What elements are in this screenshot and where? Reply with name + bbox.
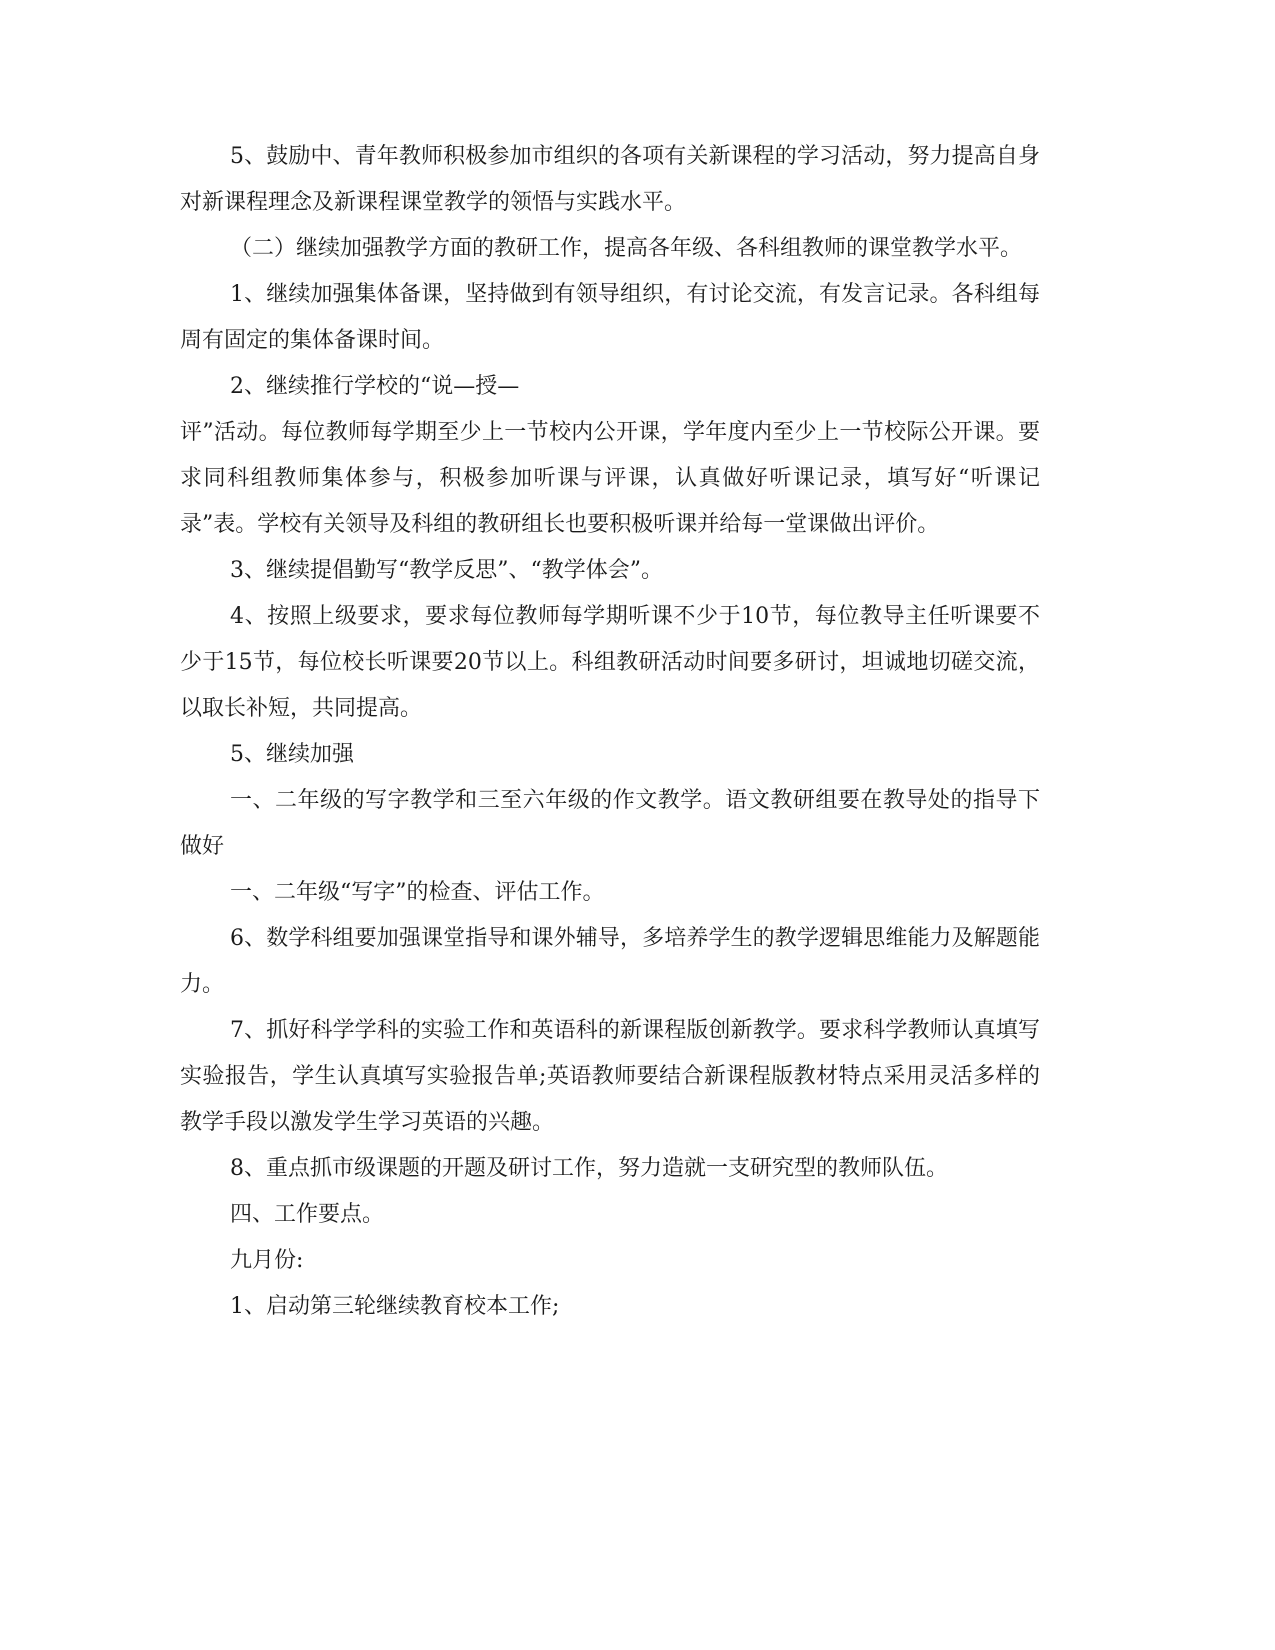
paragraph: 一、二年级的写字教学和三至六年级的作文教学。语文教研组要在教导处的指导下做好 [180, 788, 1040, 859]
paragraph: 2、继续推行学校的“说—授— [230, 374, 520, 399]
paragraph: 5、鼓励中、青年教师积极参加市组织的各项有关新课程的学习活动，努力提高自身对新课程理念及新课程课堂教学的领悟与实践水平。 [180, 144, 1040, 215]
paragraph: 4、按照上级要求，要求每位教师每学期听课不少于10节，每位教导主任听课要不少于15节，每位校长听课要20节以上。科组教研活动时间要多研讨，坦诚地切磋交流，以取长补短，共同提高。 [180, 604, 1040, 721]
paragraph: 一、二年级“写字”的检查、评估工作。 [230, 880, 605, 905]
section-heading: （二）继续加强教学方面的教研工作，提高各年级、各科组教师的课堂教学水平。 [230, 236, 1023, 261]
section-heading: 四、工作要点。 [230, 1202, 385, 1227]
paragraph: 1、启动第三轮继续教育校本工作; [230, 1294, 560, 1319]
paragraph: 6、数学科组要加强课堂指导和课外辅导，多培养学生的教学逻辑思维能力及解题能力。 [180, 926, 1040, 997]
paragraph: 8、重点抓市级课题的开题及研讨工作，努力造就一支研究型的教师队伍。 [230, 1156, 948, 1181]
month-heading: 九月份: [230, 1248, 304, 1273]
paragraph: 评”活动。每位教师每学期至少上一节校内公开课，学年度内至少上一节校际公开课。要求同科组教师集体参与，积极参加听课与评课，认真做好听课记录，填写好“听课记录”表。学校有关领导及科组的教研组长也要积极听课并给每一堂课做出评价。 [180, 420, 1040, 537]
paragraph: 7、抓好科学学科的实验工作和英语科的新课程版创新教学。要求科学教师认真填写实验报告，学生认真填写实验报告单;英语教师要结合新课程版教材特点采用灵活多样的教学手段以激发学生学习英语的兴趣。 [180, 1018, 1040, 1135]
document-page [180, 134, 1040, 1330]
paragraph: 5、继续加强 [230, 742, 354, 767]
paragraph: 3、继续提倡勤写“教学反思”、“教学体会”。 [230, 558, 663, 583]
paragraph: 1、继续加强集体备课，坚持做到有领导组织，有讨论交流，有发言记录。各科组每周有固定的集体备课时间。 [180, 282, 1040, 353]
